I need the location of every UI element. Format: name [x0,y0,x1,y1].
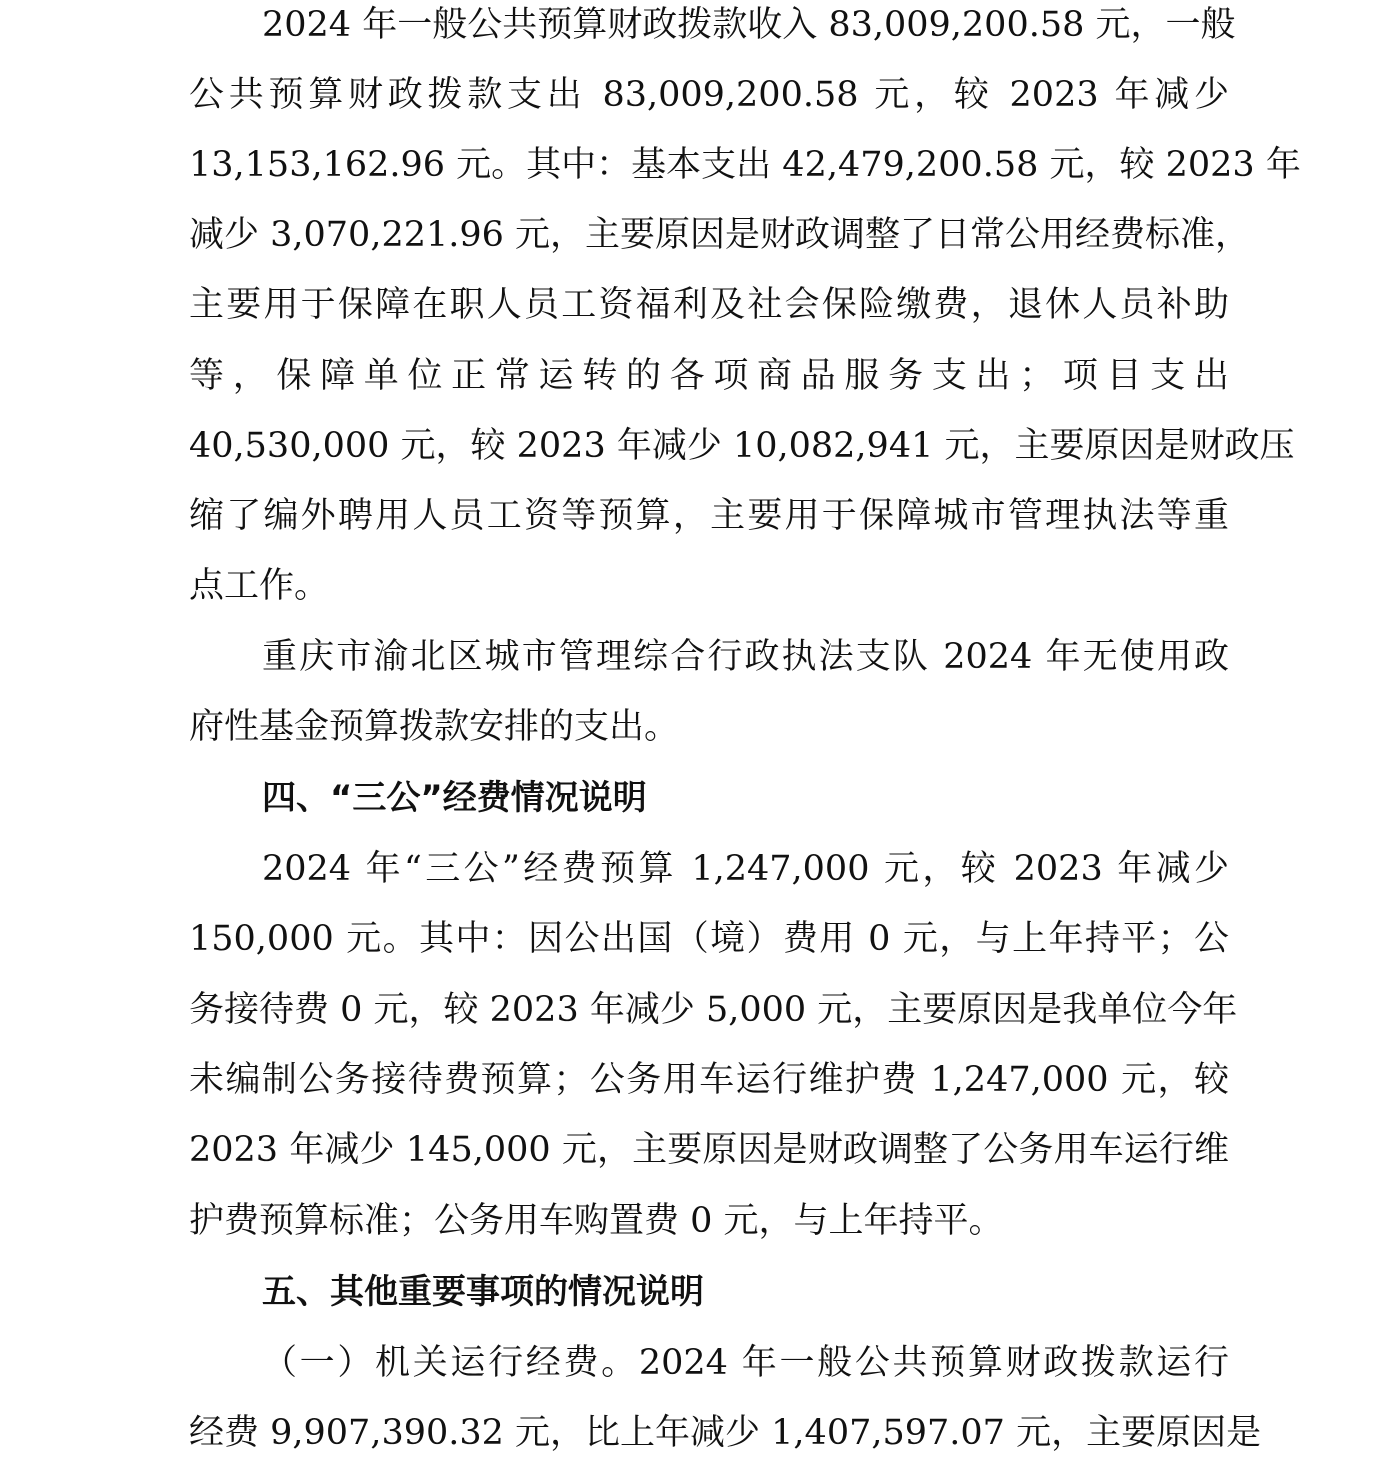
paragraph-line: 务接待费 0 元，较 2023 年减少 5,000 元，主要原因是我单位今年 [189,990,1238,1030]
paragraph-line: 150,000 元。其中：因公出国（境）费用 0 元，与上年持平；公 [189,919,1229,959]
paragraph-line: 等，保障单位正常运转的各项商品服务支出；项目支出 [189,356,1229,396]
section-heading: 四、“三公”经费情况说明 [262,778,647,818]
paragraph-line: 护费预算标准；公务用车购置费 0 元，与上年持平。 [189,1201,1004,1241]
paragraph-line: 缩了编外聘用人员工资等预算，主要用于保障城市管理执法等重 [189,496,1229,536]
paragraph-line: 主要用于保障在职人员工资福利及社会保险缴费，退休人员补助 [189,285,1229,325]
paragraph-line: 府性基金预算拨款安排的支出。 [189,707,680,747]
paragraph-line: 13,153,162.96 元。其中：基本支出 42,479,200.58 元，较 2023 年 [189,145,1301,185]
paragraph-line: 重庆市渝北区城市管理综合行政执法支队 2024 年无使用政 [262,637,1229,677]
paragraph-line: 40,530,000 元，较 2023 年减少 10,082,941 元，主要原因是财政压 [189,426,1295,466]
paragraph-line: 经费 9,907,390.32 元，比上年减少 1,407,597.07 元，主要原因是 [189,1413,1262,1453]
paragraph-line: 未编制公务接待费预算；公务用车运行维护费 1,247,000 元，较 [189,1060,1229,1100]
paragraph-line: 2023 年减少 145,000 元，主要原因是财政调整了公务用车运行维 [189,1130,1229,1170]
paragraph-line: 减少 3,070,221.96 元，主要原因是财政调整了日常公用经费标准， [189,215,1251,255]
section-heading: 五、其他重要事项的情况说明 [262,1272,704,1312]
paragraph-line: 2024 年“三公”经费预算 1,247,000 元，较 2023 年减少 [262,849,1229,889]
paragraph-line: 公共预算财政拨款支出 83,009,200.58 元，较 2023 年减少 [189,75,1229,115]
paragraph-line: （一）机关运行经费。2024 年一般公共预算财政拨款运行 [262,1343,1229,1383]
paragraph-line: 2024 年一般公共预算财政拨款收入 83,009,200.58 元，一般 [262,5,1236,45]
paragraph-line: 点工作。 [189,566,330,606]
